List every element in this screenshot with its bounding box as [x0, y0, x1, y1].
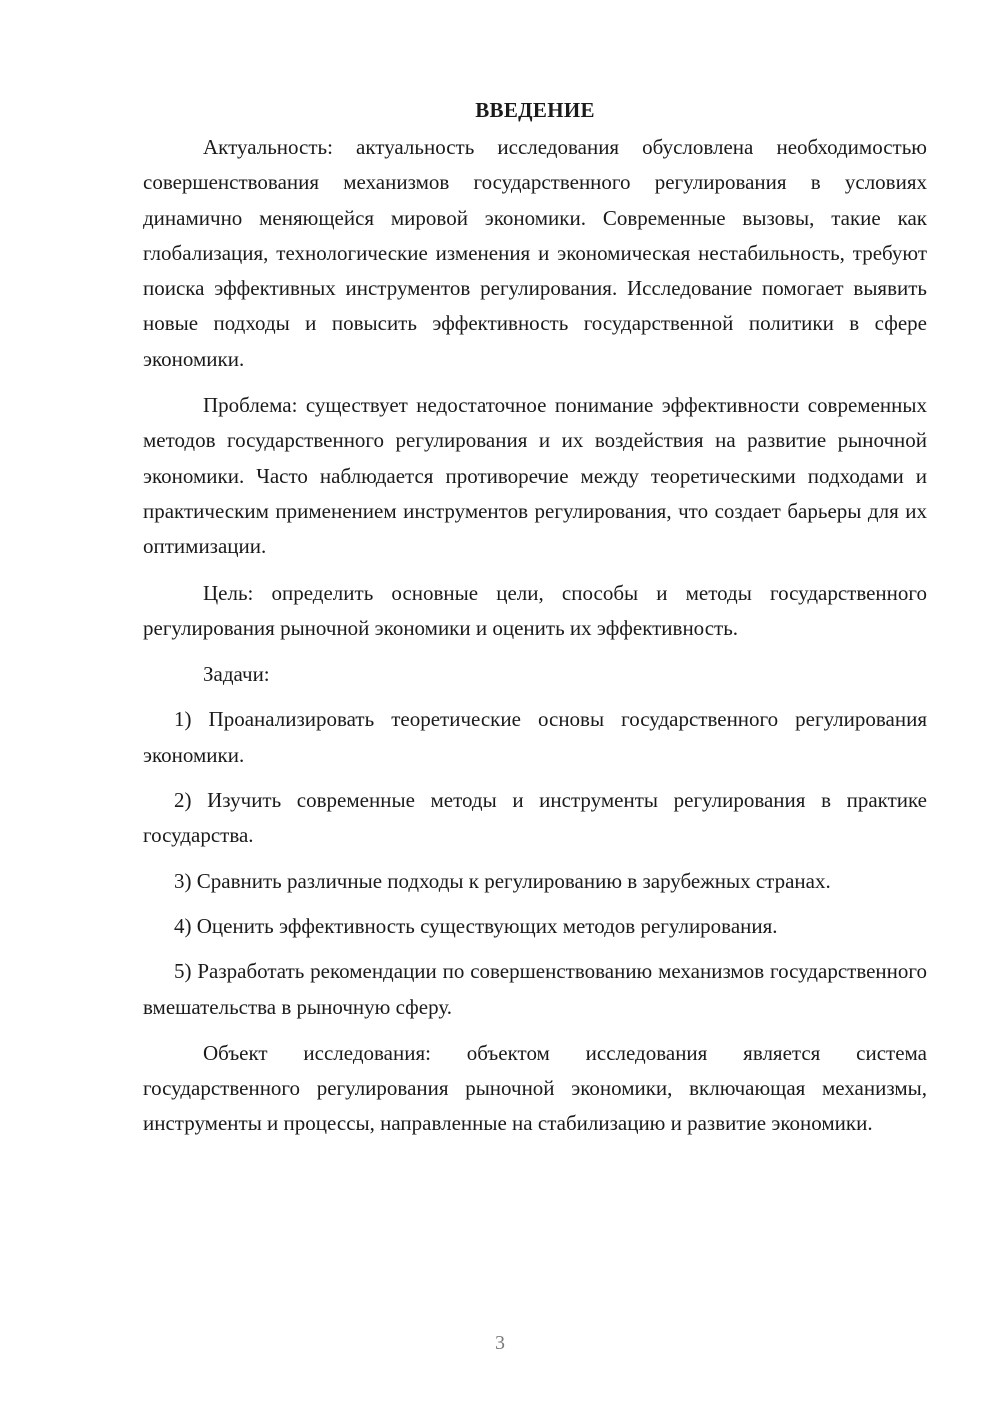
- task-item-2: 2) Изучить современные методы и инструменты регулирования в практике государства.: [143, 788, 927, 848]
- task-item-5: 5) Разработать рекомендации по совершенствованию механизмов государственного вмешательства в рыночную сферу.: [143, 959, 927, 1019]
- problem-paragraph: Проблема: существует недостаточное понимание эффективности современных методов государственного регулирования и их воздействия на развитие рыночной экономики. Часто наблюдается противоречие между теоретическими подходами и практическим применением инструментов регулирования, что создает барьеры для их оптимизации.: [143, 393, 927, 559]
- page-number: 3: [495, 1332, 505, 1354]
- goal-paragraph: Цель: определить основные цели, способы и методы государственного регулирования рыночной экономики и оценить их эффективность.: [143, 580, 927, 640]
- tasks-label: Задачи:: [203, 662, 270, 687]
- task-item-4: 4) Оценить эффективность существующих методов регулирования.: [174, 913, 778, 938]
- task-item-3: 3) Сравнить различные подходы к регулированию в зарубежных странах.: [174, 868, 831, 893]
- task-item-1: 1) Проанализировать теоретические основы государственного регулирования экономики.: [143, 707, 927, 767]
- object-paragraph: Объект исследования: объектом исследования является система государственного регулирования рыночной экономики, включающая механизмы, инструменты и процессы, направленные на стабилизацию и развитие экономики.: [143, 1040, 927, 1136]
- document-page: [143, 92, 927, 1142]
- section-heading: ВВЕДЕНИЕ: [475, 98, 595, 122]
- relevance-paragraph: Актуальность: актуальность исследования обусловлена необходимостью совершенствования механизмов государственного регулирования в условиях динамично меняющейся мировой экономики. Современные вызовы, такие как глобализация, технологические изменения и экономическая нестабильность, требуют поиска эффективных инструментов регулирования. Исследование помогает выявить новые подходы и повысить эффективность государственной политики в сфере экономики.: [143, 135, 927, 371]
